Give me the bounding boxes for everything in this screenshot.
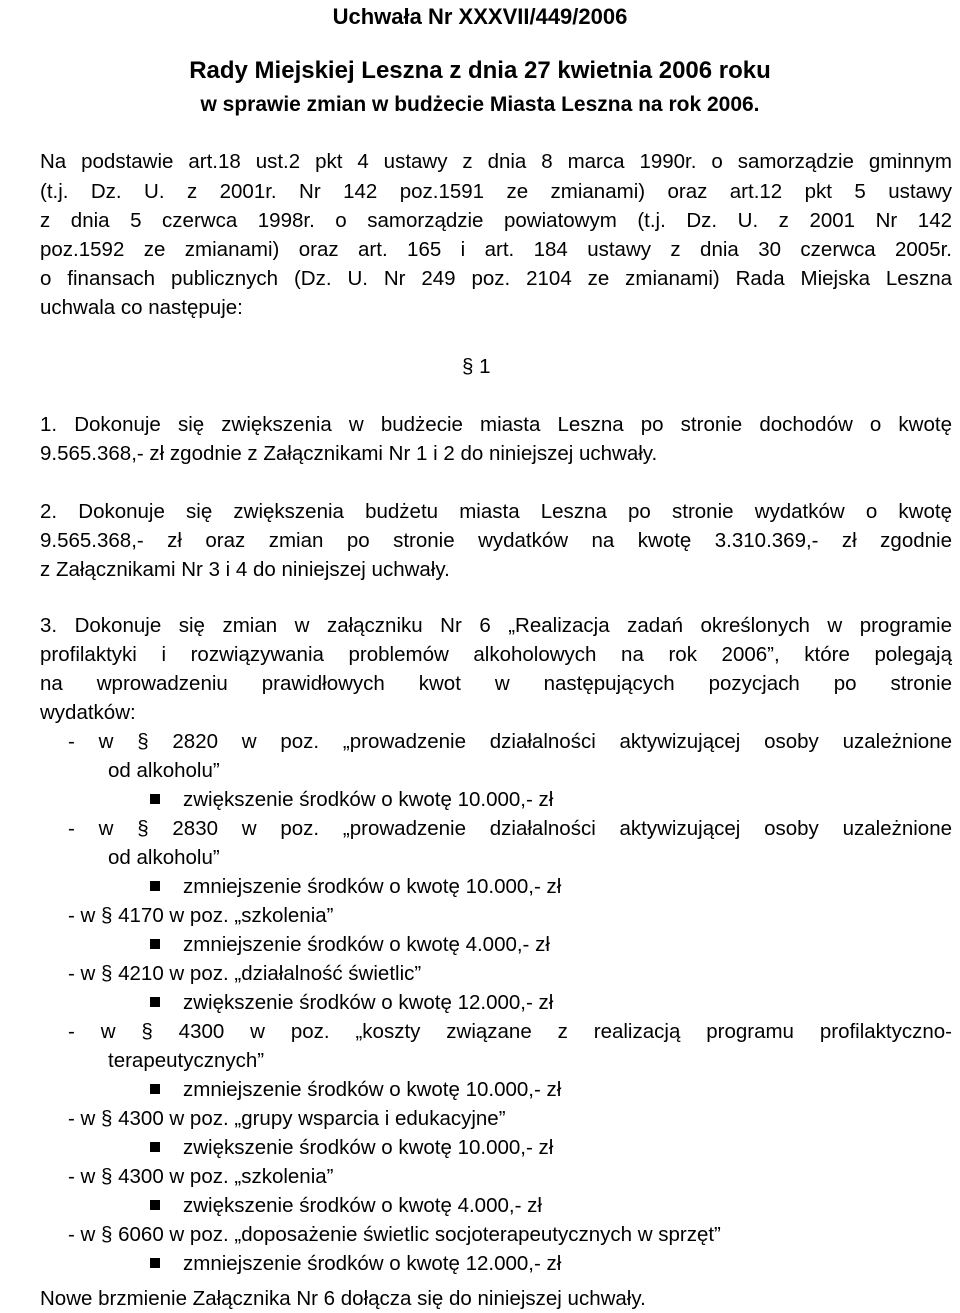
closing-statement: Nowe brzmienie Załącznika Nr 6 dołącza się do niniejszej uchwały. [40,1287,646,1310]
bullet-square-icon [150,1258,160,1268]
preamble-line: z dnia 5 czerwca 1998r. o samorządzie powiatowym (t.j. Dz. U. z 2001 Nr 142 [40,209,952,232]
budget-item-change: zwiększenie środków o kwotę 10.000,- zł [183,1136,554,1159]
preamble-line: poz.1592 ze zmianami) oraz art. 165 i art. 184 ustawy z dnia 30 czerwca 2005r. [40,238,952,261]
budget-item-line: - w § 4300 w poz. „szkolenia” [68,1165,334,1188]
section-symbol: § 1 [462,355,491,378]
bullet-square-icon [150,939,160,949]
point-3-line: 3. Dokonuje się zmian w załączniku Nr 6 „Realizacja zadań określonych w programie [40,614,952,637]
preamble-line: (t.j. Dz. U. z 2001r. Nr 142 poz.1591 ze zmianami) oraz art.12 pkt 5 ustawy [40,180,952,203]
point-3-line: na wprowadzeniu prawidłowych kwot w następujących pozycjach po stronie [40,672,952,695]
council-date-heading: Rady Miejskiej Leszna z dnia 27 kwietnia 2006 roku [189,57,771,84]
budget-item-change: zwiększenie środków o kwotę 4.000,- zł [183,1194,542,1217]
preamble-line: uchwala co następuje: [40,296,243,319]
budget-item-change: zwiększenie środków o kwotę 12.000,- zł [183,991,554,1014]
budget-item-continuation: od alkoholu” [108,759,220,782]
bullet-square-icon [150,1142,160,1152]
resolution-subject: w sprawie zmian w budżecie Miasta Leszna na rok 2006. [200,93,760,116]
resolution-title: Uchwała Nr XXXVII/449/2006 [332,4,628,29]
budget-item-line: - w § 2830 w poz. „prowadzenie działalności aktywizującej osoby uzależnione [68,817,952,840]
bullet-square-icon [150,794,160,804]
budget-item-change: zwiększenie środków o kwotę 10.000,- zł [183,788,554,811]
bullet-square-icon [150,997,160,1007]
point-2-line: 2. Dokonuje się zwiększenia budżetu miasta Leszna po stronie wydatków o kwotę [40,500,952,523]
budget-item-change: zmniejszenie środków o kwotę 4.000,- zł [183,933,550,956]
point-2-line: z Załącznikami Nr 3 i 4 do niniejszej uchwały. [40,558,450,581]
budget-item-change: zmniejszenie środków o kwotę 12.000,- zł [183,1252,562,1275]
bullet-square-icon [150,881,160,891]
budget-item-line: - w § 4210 w poz. „działalność świetlic” [68,962,422,985]
bullet-square-icon [150,1084,160,1094]
budget-item-line: - w § 6060 w poz. „doposażenie świetlic socjoterapeutycznych w sprzęt” [68,1223,721,1246]
point-3-line: wydatków: [40,701,136,724]
point-1-line: 9.565.368,- zł zgodnie z Załącznikami Nr 1 i 2 do niniejszej uchwały. [40,442,658,465]
budget-item-continuation: od alkoholu” [108,846,220,869]
budget-item-line: - w § 4170 w poz. „szkolenia” [68,904,334,927]
point-2-line: 9.565.368,- zł oraz zmian po stronie wydatków na kwotę 3.310.369,- zł zgodnie [40,529,952,552]
preamble-line: Na podstawie art.18 ust.2 pkt 4 ustawy z dnia 8 marca 1990r. o samorządzie gminnym [40,150,952,173]
point-1-line: 1. Dokonuje się zwiększenia w budżecie miasta Leszna po stronie dochodów o kwotę [40,413,952,436]
budget-item-line: - w § 4300 w poz. „grupy wsparcia i edukacyjne” [68,1107,506,1130]
budget-item-line: - w § 2820 w poz. „prowadzenie działalności aktywizującej osoby uzależnione [68,730,952,753]
budget-item-change: zmniejszenie środków o kwotę 10.000,- zł [183,875,562,898]
bullet-square-icon [150,1200,160,1210]
point-3-line: profilaktyki i rozwiązywania problemów alkoholowych na rok 2006”, które polegają [40,643,952,666]
budget-item-continuation: terapeutycznych” [108,1049,265,1072]
budget-item-change: zmniejszenie środków o kwotę 10.000,- zł [183,1078,562,1101]
budget-item-line: - w § 4300 w poz. „koszty związane z realizacją programu profilaktyczno- [68,1020,952,1043]
preamble-line: o finansach publicznych (Dz. U. Nr 249 poz. 2104 ze zmianami) Rada Miejska Leszna [40,267,952,290]
